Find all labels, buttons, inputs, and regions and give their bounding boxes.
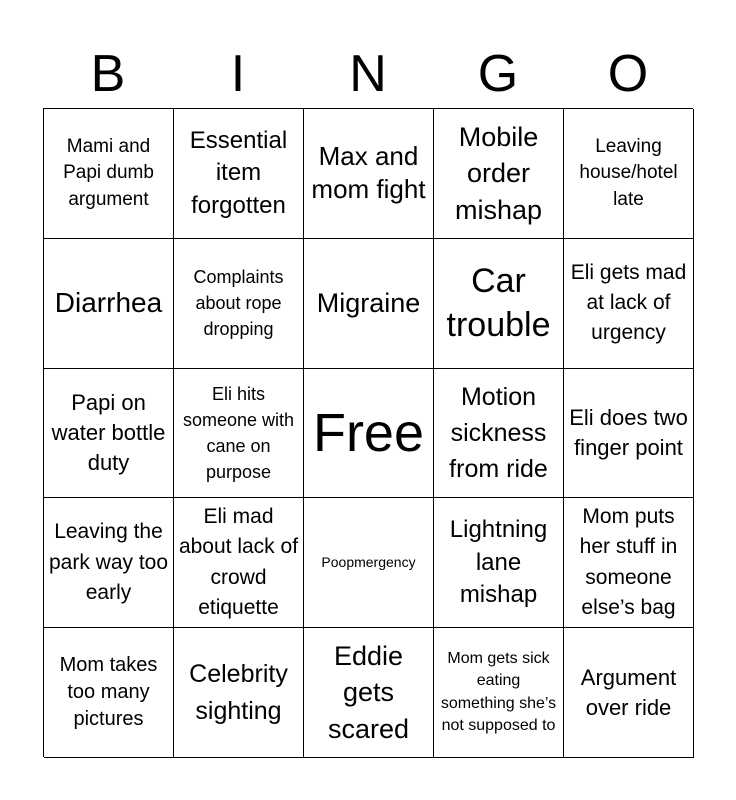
cell-text: Diarrhea [54, 286, 163, 318]
bingo-cell[interactable] [434, 369, 564, 499]
cell-text: Argument over ride [580, 664, 677, 720]
cell-text: Mobile order mishap [454, 121, 543, 225]
bingo-header [43, 40, 693, 108]
cell-text: Mom takes too many pictures [59, 654, 158, 731]
bingo-cell[interactable] [304, 109, 434, 239]
cell-text: Complaints about rope dropping [193, 267, 284, 340]
cell-text: Free [312, 402, 425, 463]
bingo-cell[interactable] [174, 628, 304, 758]
cell-text: Lightning lane mishap [449, 516, 548, 608]
bingo-cell[interactable] [174, 239, 304, 369]
header-letter-i: I [230, 45, 246, 103]
cell-text: Mom puts her stuff in someone else’s bag [579, 504, 678, 620]
cell-text: Motion sickness from ride [449, 382, 548, 484]
header-letter-n: N [349, 45, 387, 103]
cell-text: Mom gets sick eating something she’s not supposed to [440, 649, 557, 734]
bingo-cell[interactable] [44, 498, 174, 628]
cell-text: Eli gets mad at lack of urgency [570, 260, 687, 345]
bingo-cell[interactable] [434, 628, 564, 758]
bingo-cell[interactable] [564, 109, 694, 239]
cell-text: Papi on water bottle duty [51, 390, 166, 475]
bingo-cell[interactable] [304, 628, 434, 758]
bingo-cell[interactable] [44, 109, 174, 239]
bingo-cell[interactable] [174, 498, 304, 628]
bingo-cell[interactable] [564, 498, 694, 628]
bingo-board [43, 108, 693, 757]
bingo-cell[interactable] [304, 498, 434, 628]
cell-text: Essential item forgotten [189, 126, 288, 219]
bingo-cell[interactable] [434, 109, 564, 239]
header-letter-g: G [477, 45, 519, 103]
cell-text: Leaving the park way too early [48, 520, 169, 604]
bingo-cell[interactable] [434, 498, 564, 628]
cell-text: Mami and Papi dumb argument [63, 135, 154, 210]
bingo-cell[interactable] [564, 369, 694, 499]
bingo-cell[interactable] [174, 109, 304, 239]
cell-text: Leaving house/hotel late [579, 135, 678, 210]
header-letter-b: B [90, 45, 126, 103]
cell-text: Eddie gets scared [327, 640, 410, 744]
bingo-cell[interactable] [44, 628, 174, 758]
bingo-cell[interactable] [174, 369, 304, 499]
cell-text: Poopmergency [321, 554, 416, 571]
bingo-cell[interactable] [44, 239, 174, 369]
bingo-cell[interactable] [304, 239, 434, 369]
cell-text: Eli mad about lack of crowd etiquette [178, 504, 299, 620]
bingo-cell[interactable] [564, 628, 694, 758]
cell-text: Car trouble [446, 262, 551, 345]
cell-text: Eli hits someone with cane on purpose [182, 383, 295, 483]
cell-text: Celebrity sighting [189, 660, 288, 725]
cell-text: Max and mom fight [311, 140, 426, 205]
header-letter-o: O [607, 45, 649, 103]
free-space[interactable] [304, 369, 434, 499]
bingo-cell[interactable] [44, 369, 174, 499]
cell-text: Eli does two finger point [569, 405, 688, 460]
cell-text: Migraine [316, 287, 421, 318]
bingo-cell[interactable] [564, 239, 694, 369]
bingo-cell[interactable] [434, 239, 564, 369]
